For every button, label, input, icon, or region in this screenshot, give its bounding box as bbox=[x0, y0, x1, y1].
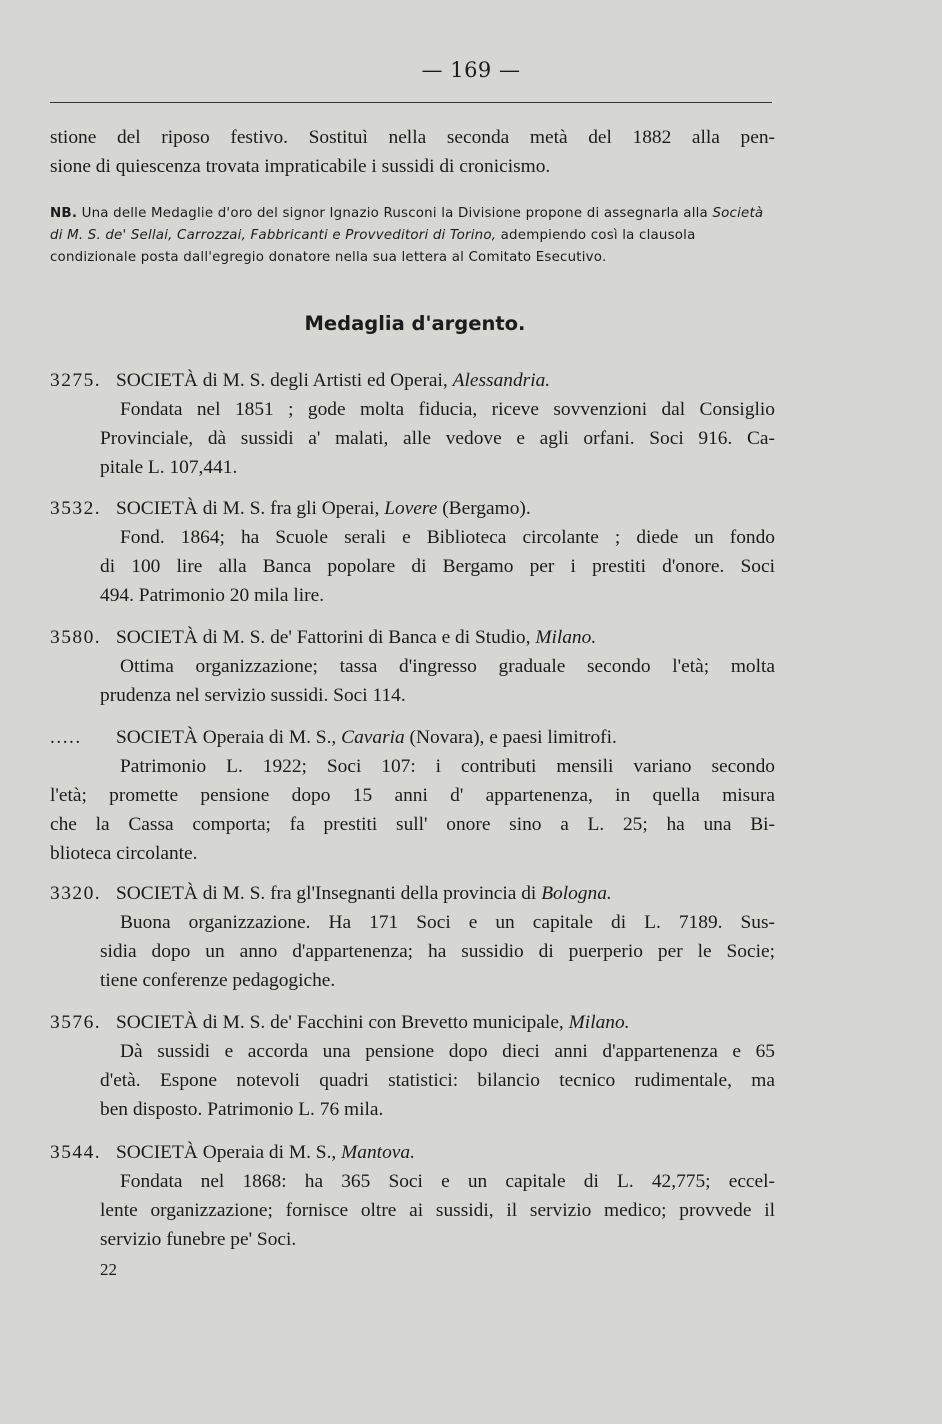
entry-3544 bbox=[50, 1138, 775, 1254]
entry-number: ..... bbox=[50, 727, 82, 748]
entry-3532 bbox=[50, 494, 775, 610]
entry-place: Milano. bbox=[535, 627, 597, 648]
entry-3576 bbox=[50, 1008, 775, 1124]
entry-title: SOCIETÀ di M. S. de' Facchini con Brevetto municipale, bbox=[116, 1012, 564, 1033]
entry-place: Mantova. bbox=[341, 1142, 415, 1163]
signature-mark: 22 bbox=[100, 1260, 117, 1279]
entry-line: Provinciale, dà sussidi a' malati, alle vedove e agli orfani. Soci 916. Ca- bbox=[100, 428, 775, 449]
entry-number: 3320. bbox=[50, 883, 102, 904]
entry-line: Fond. 1864; ha Scuole serali e Biblioteca circolante ; diede un fondo bbox=[120, 527, 775, 548]
entry-place: Milano. bbox=[568, 1012, 630, 1033]
entry-head bbox=[50, 366, 775, 395]
page-number: — 169 — bbox=[421, 58, 521, 82]
entry-place-suffix: (Novara), e paesi limitrofi. bbox=[404, 727, 617, 748]
entry-head bbox=[50, 494, 775, 523]
entry-line: Fondata nel 1868: ha 365 Soci e un capitale di L. 42,775; eccel- bbox=[120, 1171, 775, 1192]
entry-title: SOCIETÀ di M. S. degli Artisti ed Operai, bbox=[116, 370, 448, 391]
entry-line: Patrimonio L. 1922; Soci 107: i contributi mensili variano secondo bbox=[120, 756, 775, 777]
entry-line: 494. Patrimonio 20 mila lire. bbox=[100, 585, 325, 606]
entry-line: lente organizzazione; fornisce oltre ai sussidi, il servizio medico; provvede il bbox=[100, 1200, 775, 1221]
entry-line: ben disposto. Patrimonio L. 76 mila. bbox=[100, 1099, 384, 1120]
entry-place-suffix: (Bergamo). bbox=[437, 498, 531, 519]
entry-head bbox=[50, 1138, 775, 1167]
entry-title: SOCIETÀ di M. S. fra gli Operai, bbox=[116, 498, 380, 519]
entry-line: di 100 lire alla Banca popolare di Bergamo per i prestiti d'onore. Soci bbox=[100, 556, 775, 577]
entry-head bbox=[50, 723, 775, 752]
section-title: Medaglia d'argento. bbox=[304, 312, 526, 335]
entry-line: Ottima organizzazione; tassa d'ingresso graduale secondo l'età; molta bbox=[120, 656, 775, 677]
entry-line: blioteca circolante. bbox=[50, 843, 198, 864]
nb-italic-text: Società di M. S. de' Sellai, Carrozzai, Fabbricanti e Provveditori di Torino, bbox=[50, 206, 764, 243]
entry-title: SOCIETÀ di M. S. de' Fattorini di Banca e di Studio, bbox=[116, 627, 531, 648]
entry-head bbox=[50, 1008, 775, 1037]
entry-title: SOCIETÀ Operaia di M. S., bbox=[116, 1142, 337, 1163]
nb-label: NB. bbox=[50, 206, 78, 221]
entry-line: che la Cassa comporta; fa prestiti sull' onore sino a L. 25; ha una Bi- bbox=[50, 814, 775, 835]
entry-3320 bbox=[50, 879, 775, 995]
entry-place: Cavaria bbox=[341, 727, 405, 748]
entry-number: 3544. bbox=[50, 1142, 102, 1163]
intro-line: stione del riposo festivo. Sostituì nella seconda metà del 1882 alla pen- bbox=[50, 127, 775, 148]
entry-line: Fondata nel 1851 ; gode molta fiducia, riceve sovvenzioni dal Consiglio bbox=[120, 399, 775, 420]
nb-text: Una delle Medaglie d'oro del signor Ignazio Rusconi la Divisione propone di assegnarla alla bbox=[81, 206, 708, 221]
entry-line: tiene conferenze pedagogiche. bbox=[100, 970, 336, 991]
entry-line: prudenza nel servizio sussidi. Soci 114. bbox=[100, 685, 406, 706]
entry-number: 3580. bbox=[50, 627, 102, 648]
entry-title: SOCIETÀ Operaia di M. S., bbox=[116, 727, 337, 748]
entry-line: d'età. Espone notevoli quadri statistici: bilancio tecnico rudimentale, ma bbox=[100, 1070, 775, 1091]
nb-note bbox=[50, 203, 780, 269]
entry-number: 3532. bbox=[50, 498, 102, 519]
entry-title: SOCIETÀ di M. S. fra gl'Insegnanti della provincia di bbox=[116, 883, 537, 904]
entry-head bbox=[50, 623, 775, 652]
entry-place: Lovere bbox=[384, 498, 438, 519]
entry-number: 3275. bbox=[50, 370, 102, 391]
header-rule bbox=[50, 102, 772, 103]
intro-line: sione di quiescenza trovata impraticabile i sussidi di cronicismo. bbox=[50, 156, 551, 177]
entry-cavaria bbox=[50, 723, 775, 868]
entry-number: 3576. bbox=[50, 1012, 102, 1033]
entry-line: servizio funebre pe' Soci. bbox=[100, 1229, 297, 1250]
entry-place: Alessandria. bbox=[452, 370, 551, 391]
entry-line: Dà sussidi e accorda una pensione dopo dieci anni d'appartenenza e 65 bbox=[120, 1041, 775, 1062]
entry-line: Buona organizzazione. Ha 171 Soci e un capitale di L. 7189. Sus- bbox=[120, 912, 775, 933]
intro-paragraph bbox=[50, 123, 775, 181]
entry-head bbox=[50, 879, 775, 908]
entry-line: sidia dopo un anno d'appartenenza; ha sussidio di puerperio per le Socie; bbox=[100, 941, 775, 962]
entry-line: pitale L. 107,441. bbox=[100, 457, 238, 478]
entry-line: l'età; promette pensione dopo 15 anni d' appartenenza, in quella misura bbox=[50, 785, 775, 806]
nb-text: adempiendo così la clausola condizionale posta dall'egregio donatore nella sua lettera al Comitato Esecutivo. bbox=[50, 228, 696, 265]
entry-3275 bbox=[50, 366, 775, 482]
entry-place: Bologna. bbox=[541, 883, 612, 904]
entry-3580 bbox=[50, 623, 775, 710]
